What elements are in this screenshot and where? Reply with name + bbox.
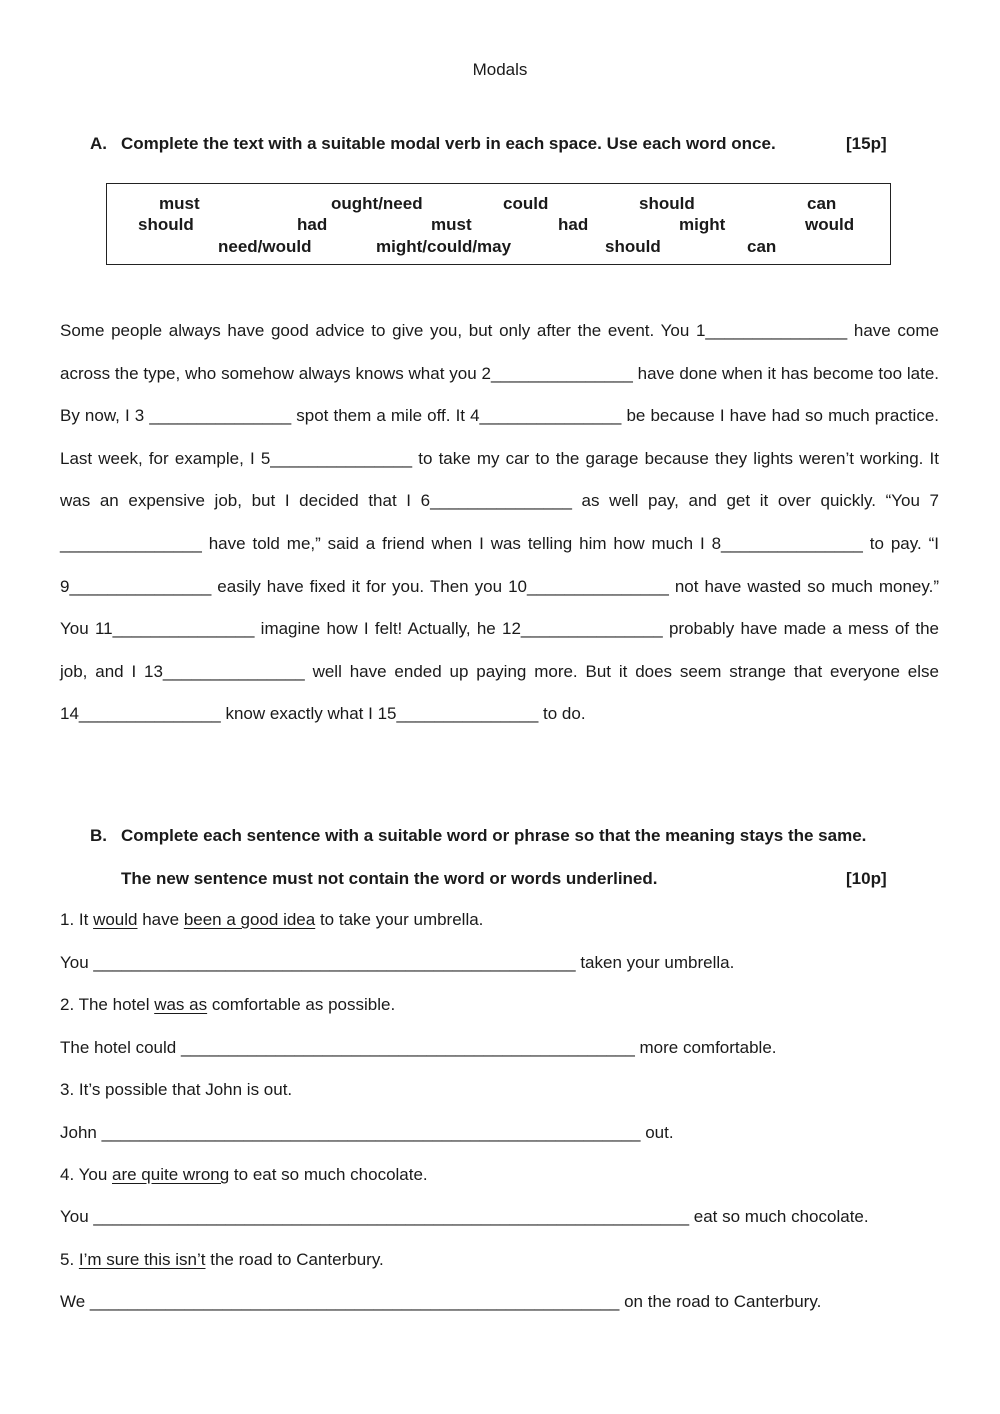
section-b-heading (90, 826, 866, 846)
section-b-letter: B. (90, 826, 107, 845)
word-box-word: could (503, 194, 549, 213)
question-2 (60, 995, 395, 1015)
section-b-points: [10p] (846, 869, 887, 888)
word-box-word: must (159, 194, 200, 213)
word-box-word: should (138, 215, 194, 234)
word-box-word: had (558, 215, 589, 234)
question-text: to eat so much chocolate. (229, 1165, 428, 1184)
answer-line-3[interactable]: John _________________________________________________________ out. (60, 1123, 674, 1142)
word-box-word: had (297, 215, 328, 234)
word-box (106, 183, 891, 265)
section-b-instruction-line1: Complete each sentence with a suitable word or phrase so that the meaning stays the same. (121, 826, 867, 845)
question-3: 3. It’s possible that John is out. (60, 1080, 293, 1099)
question-1 (60, 910, 483, 930)
word-box-word: should (639, 194, 695, 213)
word-box-word: might (679, 215, 726, 234)
word-box-word: would (805, 215, 855, 234)
question-text: 2. The hotel (60, 995, 155, 1014)
underlined-phrase: was as (154, 995, 208, 1014)
section-a-heading (90, 134, 776, 154)
question-text: comfortable as possible. (207, 995, 396, 1014)
underlined-phrase: would (93, 910, 138, 929)
underlined-phrase: been a good idea (183, 910, 316, 929)
page-title: Modals (472, 60, 528, 79)
section-b-instruction-line2: The new sentence must not contain the word or words underlined. (121, 869, 658, 888)
section-a-instruction: Complete the text with a suitable modal verb in each space. Use each word once. (121, 134, 776, 153)
word-box-word: ought/need (331, 194, 423, 213)
question-4 (60, 1165, 428, 1185)
question-text: 4. You (60, 1165, 113, 1184)
question-text: 1. It (60, 910, 94, 929)
word-box-word: might/could/may (376, 237, 512, 256)
answer-line-2[interactable]: The hotel could ________________________________________________ more comfortable. (60, 1038, 777, 1057)
question-text: have (137, 910, 184, 929)
answer-line-1[interactable]: You ___________________________________________________ taken your umbrella. (60, 953, 735, 972)
question-text: to take your umbrella. (315, 910, 484, 929)
answer-line-4[interactable]: You _______________________________________________________________ eat so much chocolate. (60, 1207, 869, 1226)
answer-line-5[interactable]: We ________________________________________________________ on the road to Canterbury. (60, 1292, 822, 1311)
word-box-word: should (605, 237, 661, 256)
question-text: the road to Canterbury. (205, 1250, 384, 1269)
section-a-points: [15p] (846, 134, 887, 153)
word-box-word: can (807, 194, 837, 213)
cloze-paragraph: Some people always have good advice to give you, but only after the event. You 1_______________ have come across the type, who somehow always knows what you 2_______________ have done when it has become too late. By now, I 3 _______________ spot them a mile off. It 4_______________ be because I have had so much practice. Last week, for example, I 5_______________ to take my car to the garage because they lights weren’t working. It was an expensive job, but I decided that I 6_______________ as well pay, and get it over quickly. “You 7 _______________ have told me,” said a friend when I was telling him how much I 8_______________ to pay. “I 9_______________ easily have fixed it for you. Then you 10_______________ not have wasted so much money.” You 11_______________ imagine how I felt! Actually, he 12_______________ probably have made a mess of the job, and I 13_______________ well have ended up paying more. But it does seem strange that everyone else 14_______________ know exactly what I 15_______________ to do. (60, 321, 939, 724)
word-box-word: must (431, 215, 472, 234)
word-box-word: need/would (218, 237, 312, 256)
question-5 (60, 1250, 384, 1270)
underlined-phrase: I’m sure this isn’t (78, 1250, 206, 1269)
word-box-word: can (747, 237, 777, 256)
section-a-letter: A. (90, 134, 107, 153)
underlined-phrase: are quite wrong (112, 1165, 230, 1184)
question-text: 5. (60, 1250, 79, 1269)
